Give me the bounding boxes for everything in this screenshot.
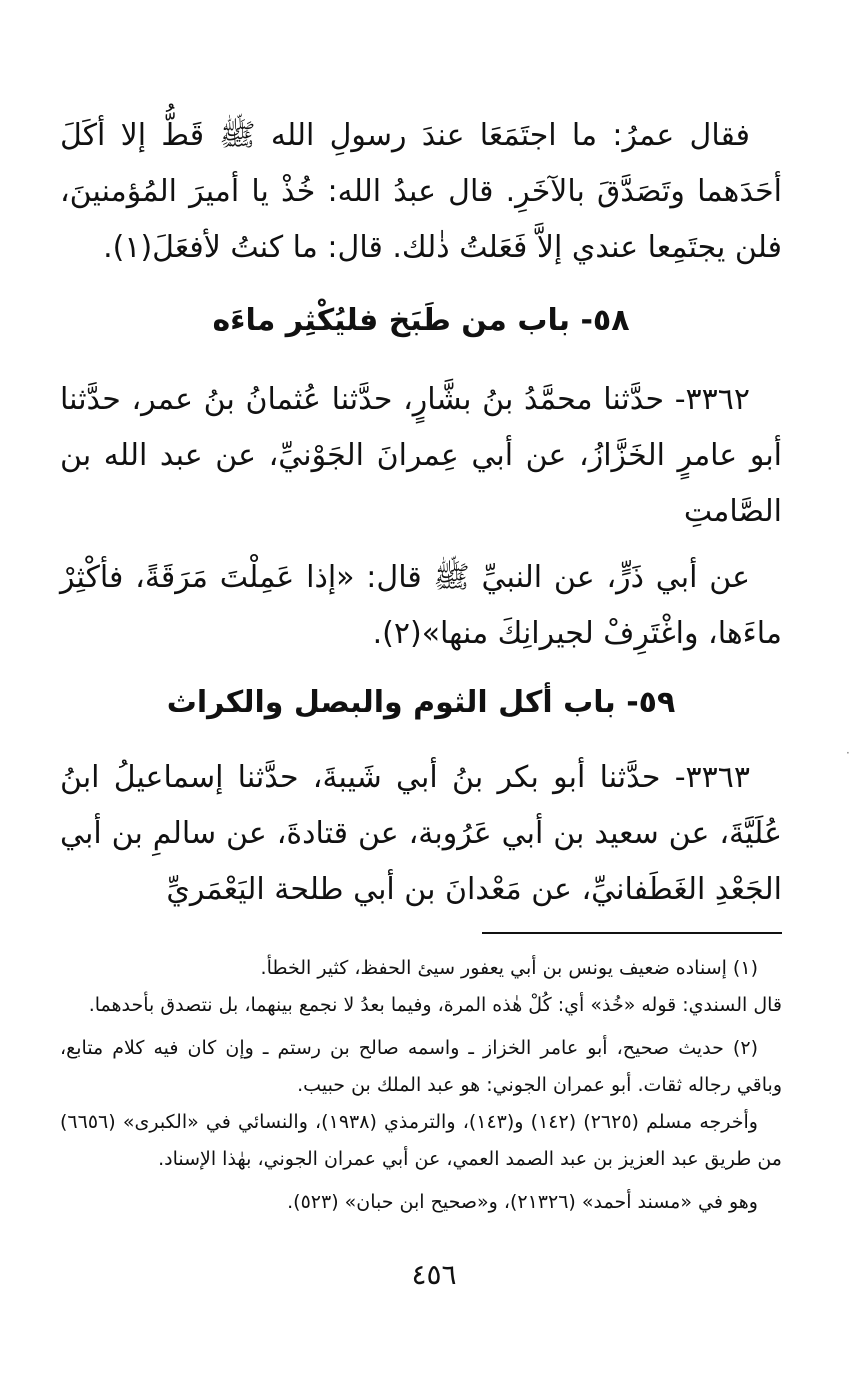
footnote-1-line-2: قال السندي: قوله «خُذ» أي: كُلْ هٰذه المرة، وفيما بعدُ لا نجمع بينهما، بل نتصدق بأحدهما.	[88, 994, 782, 1016]
page-body	[60, 108, 782, 1221]
footnote-2-line-3: وهو في «مسند أحمد» (٢١٣٢٦)، و«صحيح ابن حبان» (٥٢٣).	[287, 1191, 758, 1213]
footnote-2-line-2: وأخرجه مسلم (٢٦٢٥) (١٤٢) و(١٤٣)، والترمذي (١٩٣٨)، والنسائي في «الكبرى» (٦٦٥٦) من طريق عبد العزيز بن عبد الصمد العمي، عن أبي عمران الجوني، بهٰذا الإسناد.	[60, 1111, 782, 1170]
scan-speck: ·	[846, 746, 850, 760]
footnote-1-line-1: (١) إسناده ضعيف يونس بن أبي يعفور سيئ الحفظ، كثير الخطأ.	[260, 957, 758, 979]
footnote-divider	[482, 932, 782, 934]
hadith-3362-matn: عن أبي ذَرٍّ، عن النبيِّ ﷺ قال: «إذا عَمِلْتَ مَرَقَةً، فأكْثِرْ ماءَها، واغْتَرِفْ لجيرانِكَ منها»(٢).	[60, 560, 782, 651]
footnotes	[60, 950, 782, 1221]
footnote-2-line-1: (٢) حديث صحيح، أبو عامر الخزاز ـ واسمه صالح بن رستم ـ وإن كان فيه كلام متابع، وباقي رجاله ثقات. أبو عمران الجوني: هو عبد الملك بن حبيب.	[60, 1037, 782, 1096]
hadith-3362-isnad: ٣٣٦٢- حدَّثنا محمَّدُ بنُ بشَّارٍ، حدَّثنا عُثمانُ بنُ عمر، حدَّثنا أبو عامرٍ الخَزَّازُ، عن أبي عِمرانَ الجَوْنيِّ، عن عبد الله بن الصَّامتِ	[60, 382, 782, 529]
paragraph-continuation: فقال عمرُ: ما اجتَمَعَا عندَ رسولِ الله ﷺ قَطُّ إلا أكَلَ أحَدَهما وتَصَدَّقَ بالآخَرِ. قال عبدُ الله: خُذْ يا أميرَ المُؤمنينَ، فلن يجتَمِعا عندي إلاَّ فَعَلتُ ذٰلك. قال: ما كنتُ لأفعَلَ(١).	[60, 118, 782, 265]
chapter-heading-58: ٥٨- باب من طَبَخ فليُكْثِر ماءَه	[212, 303, 630, 338]
chapter-heading-59: ٥٩- باب أكل الثوم والبصل والكراث	[166, 685, 676, 720]
hadith-3363: ٣٣٦٣- حدَّثنا أبو بكر بنُ أبي شَيبةَ، حدَّثنا إسماعيلُ ابنُ عُلَيَّةَ، عن سعيد بن أبي عَرُوبة، عن قتادةَ، عن سالمِ بن أبي الجَعْدِ الغَطَفانيِّ، عن مَعْدانَ بن أبي طلحة اليَعْمَريِّ	[60, 760, 782, 907]
page-number: ٤٥٦	[411, 1258, 457, 1291]
